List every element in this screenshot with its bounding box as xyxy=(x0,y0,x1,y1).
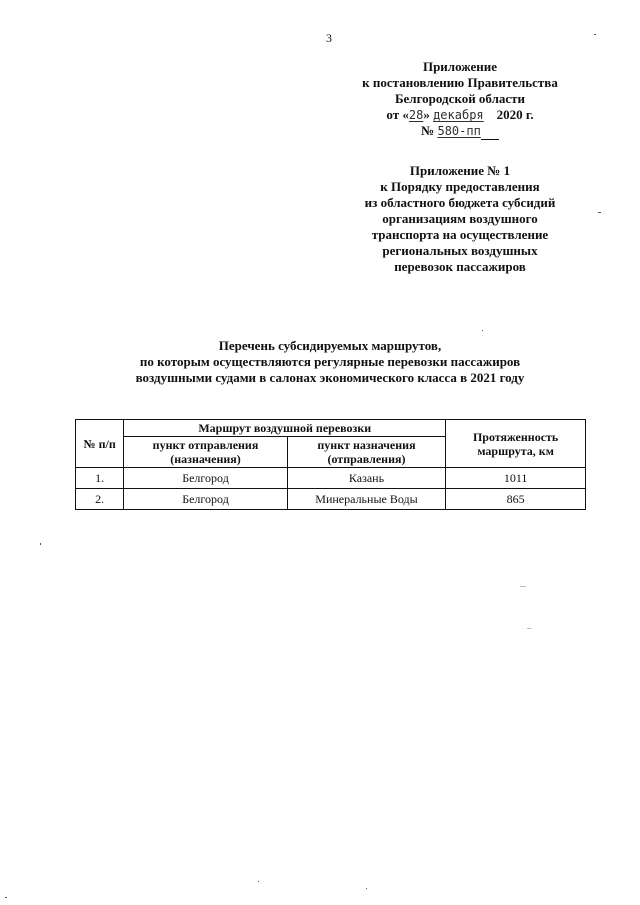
number-value: 580-пп xyxy=(437,124,481,138)
header-departure: пункт отправления (назначения) xyxy=(124,437,287,468)
header-arrival: пункт назначения (отправления) xyxy=(287,437,446,468)
appendix-line: к Порядку предоставления xyxy=(380,179,540,194)
row-number: 1. xyxy=(76,468,124,489)
document-title-line: воздушными судами в салонах экономического класса в 2021 году xyxy=(135,370,525,385)
scan-speck xyxy=(366,888,367,889)
appendix-block xyxy=(340,163,580,275)
table-row xyxy=(76,489,586,510)
date-month: декабря xyxy=(433,108,484,122)
row-length: 865 xyxy=(446,489,586,510)
routes-table xyxy=(75,419,586,510)
row-departure: Белгород xyxy=(124,489,287,510)
approval-number xyxy=(340,123,580,140)
appendix-title: Приложение № 1 xyxy=(409,163,511,178)
row-arrival: Казань xyxy=(287,468,446,489)
date-day: 28 xyxy=(408,108,424,122)
document-title-line: по которым осуществляются регулярные перевозки пассажиров xyxy=(139,354,521,369)
approval-title: Приложение xyxy=(422,59,498,74)
scan-speck xyxy=(598,212,601,213)
page-number: 3 xyxy=(326,31,332,45)
header-route: Маршрут воздушной перевозки xyxy=(124,420,446,437)
scan-speck xyxy=(520,586,526,587)
date-prefix: от « xyxy=(386,107,409,122)
appendix-line: региональных воздушных xyxy=(382,243,538,258)
row-number: 2. xyxy=(76,489,124,510)
appendix-line: перевозок пассажиров xyxy=(394,259,526,274)
scan-speck xyxy=(482,330,483,331)
number-prefix: № xyxy=(421,123,435,138)
appendix-line: организациям воздушного xyxy=(382,211,538,226)
approval-block xyxy=(340,59,580,140)
scan-speck xyxy=(527,628,531,629)
scan-speck xyxy=(594,34,596,35)
document-title-line: Перечень субсидируемых маршрутов, xyxy=(218,338,442,353)
scan-speck xyxy=(258,881,259,882)
approval-line-1: к постановлению Правительства xyxy=(362,75,558,90)
row-length: 1011 xyxy=(446,468,586,489)
appendix-line: из областного бюджета субсидий xyxy=(364,195,556,210)
header-length: Протяженность маршрута, км xyxy=(446,420,586,468)
date-year: 2020 г. xyxy=(496,107,534,122)
scan-speck xyxy=(5,897,7,898)
row-arrival: Минеральные Воды xyxy=(287,489,446,510)
header-number: № п/п xyxy=(76,420,124,468)
appendix-line: транспорта на осуществление xyxy=(371,227,549,242)
approval-line-2: Белгородской области xyxy=(394,91,526,106)
approval-date xyxy=(340,107,580,123)
document-title xyxy=(80,338,580,386)
row-departure: Белгород xyxy=(124,468,287,489)
date-mid: » xyxy=(423,107,430,122)
table-row xyxy=(76,468,586,489)
scan-speck xyxy=(40,543,41,545)
